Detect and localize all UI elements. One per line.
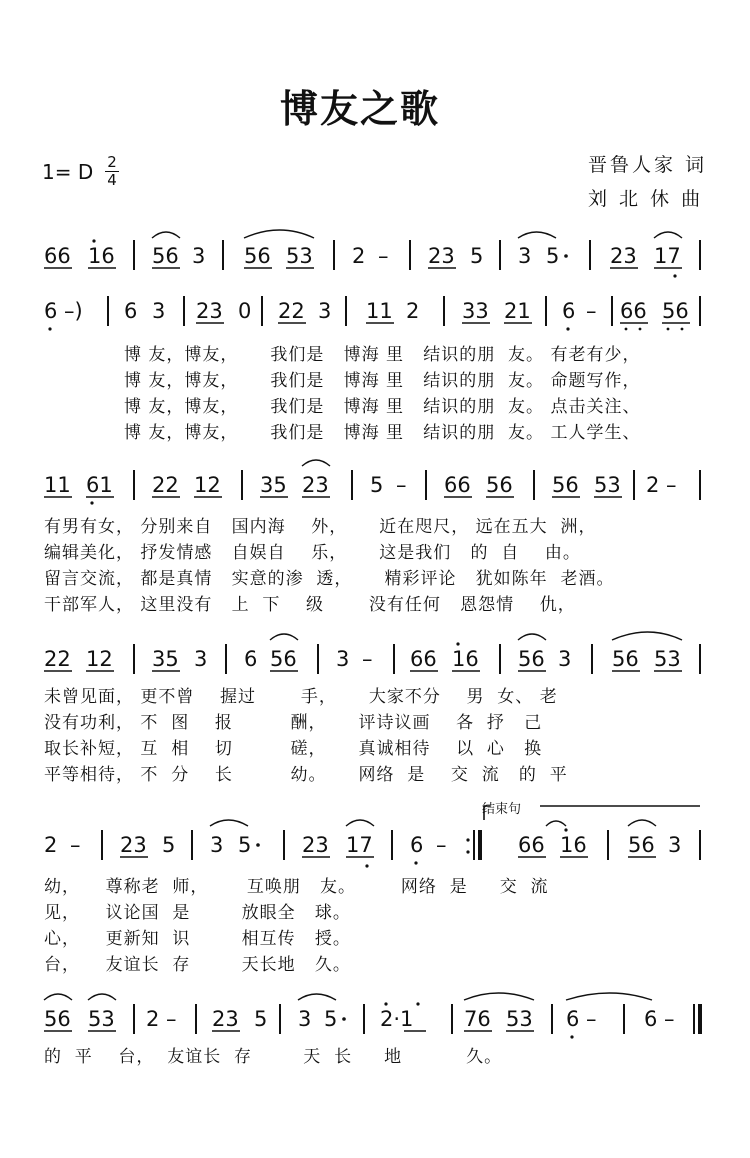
note-group: 56 [552, 473, 579, 497]
lyrics-row5-verse2: 见， 议论国 是 放眼全 球。 [44, 903, 351, 923]
lyrics-row5-verse3: 心， 更新知 识 相互传 授。 [44, 929, 351, 949]
note-group: – [378, 244, 389, 268]
note-group: 3 [336, 647, 350, 671]
note-group: 23 [302, 833, 329, 857]
note-group: 53 [506, 1007, 533, 1031]
note-group: 3 [558, 647, 572, 671]
song-title: 博友之歌 [279, 86, 440, 131]
note-group: 23 [120, 833, 147, 857]
note-group: 11 [366, 299, 393, 323]
note-group: 56 [270, 647, 297, 671]
note-group: – [396, 473, 407, 497]
note-group: – [586, 299, 597, 323]
note-group: 3 [152, 299, 166, 323]
note-group: 2 – [146, 1007, 177, 1031]
note-group: 6 [124, 299, 138, 323]
note-group: 61 [86, 473, 113, 497]
note-group: 35 [152, 647, 179, 671]
note-group: 3 [518, 244, 532, 268]
note-group: 66 [444, 473, 471, 497]
lyrics-row5-verse4: 台， 友谊长 存 天长地 久。 [44, 955, 351, 975]
lyrics-row4-verse3: 取长补短， 互 相 切 磋， 真诚相待 以 心 换 [44, 739, 543, 759]
note-group: 56 [44, 1007, 71, 1031]
lyrics-row3-verse4: 干部军人， 这里没有 上 下 级 没有任何 恩怨情 仇， [44, 595, 576, 615]
note-group: 56 [486, 473, 513, 497]
note-group: 2 [352, 244, 366, 268]
lyrics-row3-verse1: 有男有女， 分别来自 国内海 外， 近在咫尺， 远在五大 洲， [44, 517, 597, 537]
note-group: 0 [238, 299, 252, 323]
note-group: 16 [88, 244, 115, 268]
note-group: 2 – [646, 473, 677, 497]
note-group: 3 [318, 299, 332, 323]
composer-credit: 刘 北 休 曲 [588, 188, 704, 210]
note-group: 6 [410, 833, 424, 857]
notation-row-4 [44, 632, 700, 674]
lyrics-row2-verse3: 博 友，博友， 我们是 博海 里 结识的朋 友。 点击关注、 [124, 397, 641, 417]
note-group: 33 [462, 299, 489, 323]
note-group: 6 [562, 299, 576, 323]
note-group: 22 [44, 647, 71, 671]
note-group: 56 [662, 299, 689, 323]
note-group: – [70, 833, 81, 857]
key-signature: 1= D [42, 160, 94, 184]
note-group: 56 [244, 244, 271, 268]
note-group: 6 [244, 647, 258, 671]
lyrics-row2-verse1: 博 友，博友， 我们是 博海 里 结识的朋 友。 有老有少， [124, 345, 641, 365]
note-group: 66 [410, 647, 437, 671]
note-group: 56 [518, 647, 545, 671]
note-group: 3 [192, 244, 206, 268]
note-group: 23 [212, 1007, 239, 1031]
note-group: 35 [260, 473, 287, 497]
note-group: 56 [612, 647, 639, 671]
lyrics-row4-verse4: 平等相待， 不 分 长 幼。 网络 是 交 流 的 平 [44, 765, 568, 785]
note-group: 16 [560, 833, 587, 857]
note-group: 17 [346, 833, 373, 857]
note-group: 53 [594, 473, 621, 497]
notation-row-6 [44, 993, 700, 1039]
note-group: – [362, 647, 373, 671]
note-group: 53 [286, 244, 313, 268]
lyrics-row2-verse4: 博 友，博友， 我们是 博海 里 结识的朋 友。 工人学生、 [124, 423, 641, 443]
note-group: – [436, 833, 447, 857]
meter-bottom: 4 [107, 171, 117, 189]
note-group: 12 [86, 647, 113, 671]
note-group: 5 [324, 1007, 338, 1031]
note-group: 22 [152, 473, 179, 497]
note-group: 5 [238, 833, 252, 857]
lyricist-credit: 晋鲁人家 词 [588, 154, 708, 176]
end-section-label: 结束句 [482, 802, 522, 817]
note-group: 5 [162, 833, 176, 857]
note-group: 21 [504, 299, 531, 323]
note-group: 6 – [644, 1007, 675, 1031]
meter-top: 2 [107, 153, 117, 171]
note-group: 6 –) [44, 299, 83, 323]
note-group: 17 [654, 244, 681, 268]
note-group: 23 [302, 473, 329, 497]
note-group: 66 [44, 244, 71, 268]
lyrics-row4-verse1: 未曾见面， 更不曾 握过 手， 大家不分 男 女、 老 [44, 687, 558, 707]
lyrics-row3-verse3: 留言交流， 都是真情 实意的渗 透， 精彩评论 犹如陈年 老酒。 [44, 569, 615, 589]
note-group: 53 [88, 1007, 115, 1031]
notation-row-3 [44, 460, 700, 505]
note-group: 66 [620, 299, 647, 323]
notation-row-2 [44, 296, 700, 331]
note-group: 66 [518, 833, 545, 857]
lyrics-row3-verse2: 编辑美化， 抒发情感 自娱自 乐， 这是我们 的 自 由。 [44, 543, 581, 563]
notation-row-5 [44, 806, 700, 868]
note-group: 11 [44, 473, 71, 497]
note-group: 56 [628, 833, 655, 857]
note-group: 5 [254, 1007, 268, 1031]
note-group: 16 [452, 647, 479, 671]
note-group: 5 [370, 473, 384, 497]
note-group: 23 [196, 299, 223, 323]
note-group: 3 [194, 647, 208, 671]
note-group: 5 [470, 244, 484, 268]
note-group: 3 [668, 833, 682, 857]
lyrics-row5-verse1: 幼， 尊称老 师， 互唤朋 友。 网络 是 交 流 [44, 877, 549, 897]
note-group: 53 [654, 647, 681, 671]
notation-row-1 [44, 230, 700, 278]
note-group: 23 [610, 244, 637, 268]
note-group: 23 [428, 244, 455, 268]
lyrics-row2-verse2: 博 友，博友， 我们是 博海 里 结识的朋 友。 命题写作， [124, 371, 641, 391]
note-group: 22 [278, 299, 305, 323]
note-group: 12 [194, 473, 221, 497]
note-group: 2 [44, 833, 58, 857]
note-group: 76 [464, 1007, 491, 1031]
note-group: 6 – [566, 1007, 597, 1031]
note-group: 3 [210, 833, 224, 857]
note-group: 5 [546, 244, 560, 268]
lyrics-row4-verse2: 没有功利， 不 图 报 酬， 评诗议画 各 抒 己 [44, 713, 543, 733]
note-group: 3 [298, 1007, 312, 1031]
lyrics-row6-verse1: 的 平 台， 友谊长 存 天 长 地 久。 [44, 1047, 503, 1067]
note-group: 56 [152, 244, 179, 268]
note-group: 2 [406, 299, 420, 323]
note-group: 2·1 [380, 1007, 414, 1031]
